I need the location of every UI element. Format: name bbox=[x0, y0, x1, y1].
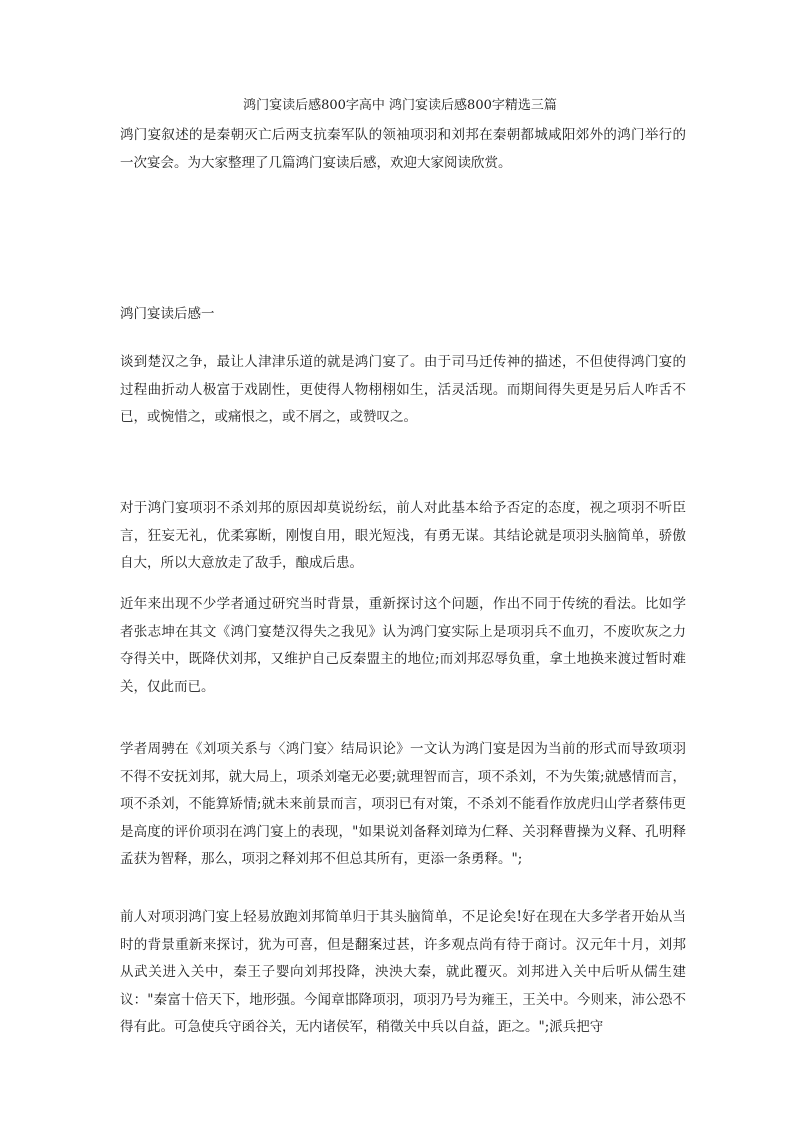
body-paragraph-3: 近年来出现不少学者通过研究当时背景，重新探讨这个问题，作出不同于传统的看法。比如学者张志坤在其文《鸿门宴楚汉得失之我见》认为鸿门宴实际上是项羽兵不血刃，不废吹灰之力夺得关中，既降伏刘邦，又维护自己反秦盟主的地位;而刘邦忍辱负重，拿土地换来渡过暂时难关，仅此而已。 bbox=[120, 596, 686, 695]
body-paragraph-1: 谈到楚汉之争，最让人津津乐道的就是鸿门宴了。由于司马迁传神的描述，不但使得鸿门宴的过程曲折动人极富于戏剧性，更使得人物栩栩如生，活灵活现。而期间得失更是另后人咋舌不已，或惋惜之，或痛恨之，或不屑之，或赞叹之。 bbox=[120, 354, 686, 425]
intro-paragraph: 鸿门宴叙述的是秦朝灭亡后两支抗秦军队的领袖项羽和刘邦在秦朝都城咸阳郊外的鸿门举行的一次宴会。为大家整理了几篇鸿门宴读后感，欢迎大家阅读欣赏。 bbox=[120, 127, 686, 171]
section-heading: 鸿门宴读后感一 bbox=[120, 306, 215, 322]
body-paragraph-2: 对于鸿门宴项羽不杀刘邦的原因却莫说纷纭，前人对此基本给予否定的态度，视之项羽不听臣言，狂妄无礼，优柔寡断，刚愎自用，眼光短浅，有勇无谋。其结论就是项羽头脑简单，骄傲自大，所以大意放走了敌手，酿成后患。 bbox=[120, 500, 686, 571]
document-title: 鸿门宴读后感800字高中 鸿门宴读后感800字精选三篇 bbox=[243, 98, 557, 113]
body-paragraph-4: 学者周骋在《刘项关系与〈鸿门宴〉结局识论》一文认为鸿门宴是因为当前的形式而导致项羽不得不安抚刘邦，就大局上，项杀刘毫无必要;就理智而言，项不杀刘，不为失策;就感情而言，项不杀刘，不能算矫情;就未来前景而言，项羽已有对策，不杀刘不能看作放虎归山学者蔡伟更是高度的评价项羽在鸿门宴上的表现，"如果说刘备释刘璋为仁释、关羽释曹操为义释、孔明释孟获为智释，那么，项羽之释刘邦不但总其所有，更添一条勇释。"; bbox=[120, 741, 686, 867]
body-paragraph-5: 前人对项羽鸿门宴上轻易放跑刘邦简单归于其头脑简单，不足论矣!好在现在大多学者开始从当时的背景重新来探讨，犹为可喜，但是翻案过甚，许多观点尚有待于商讨。汉元年十月，刘邦从武关进入关中，秦王子婴向刘邦投降，泱泱大秦，就此覆灭。刘邦进入关中后听从儒生建议："秦富十倍天下，地形强。今闻章邯降项羽，项羽乃号为雍王，王关中。今则来，沛公恐不得有此。可急使兵守函谷关，无内诸侯军，稍徵关中兵以自益，距之。";派兵把守 bbox=[120, 909, 686, 1035]
